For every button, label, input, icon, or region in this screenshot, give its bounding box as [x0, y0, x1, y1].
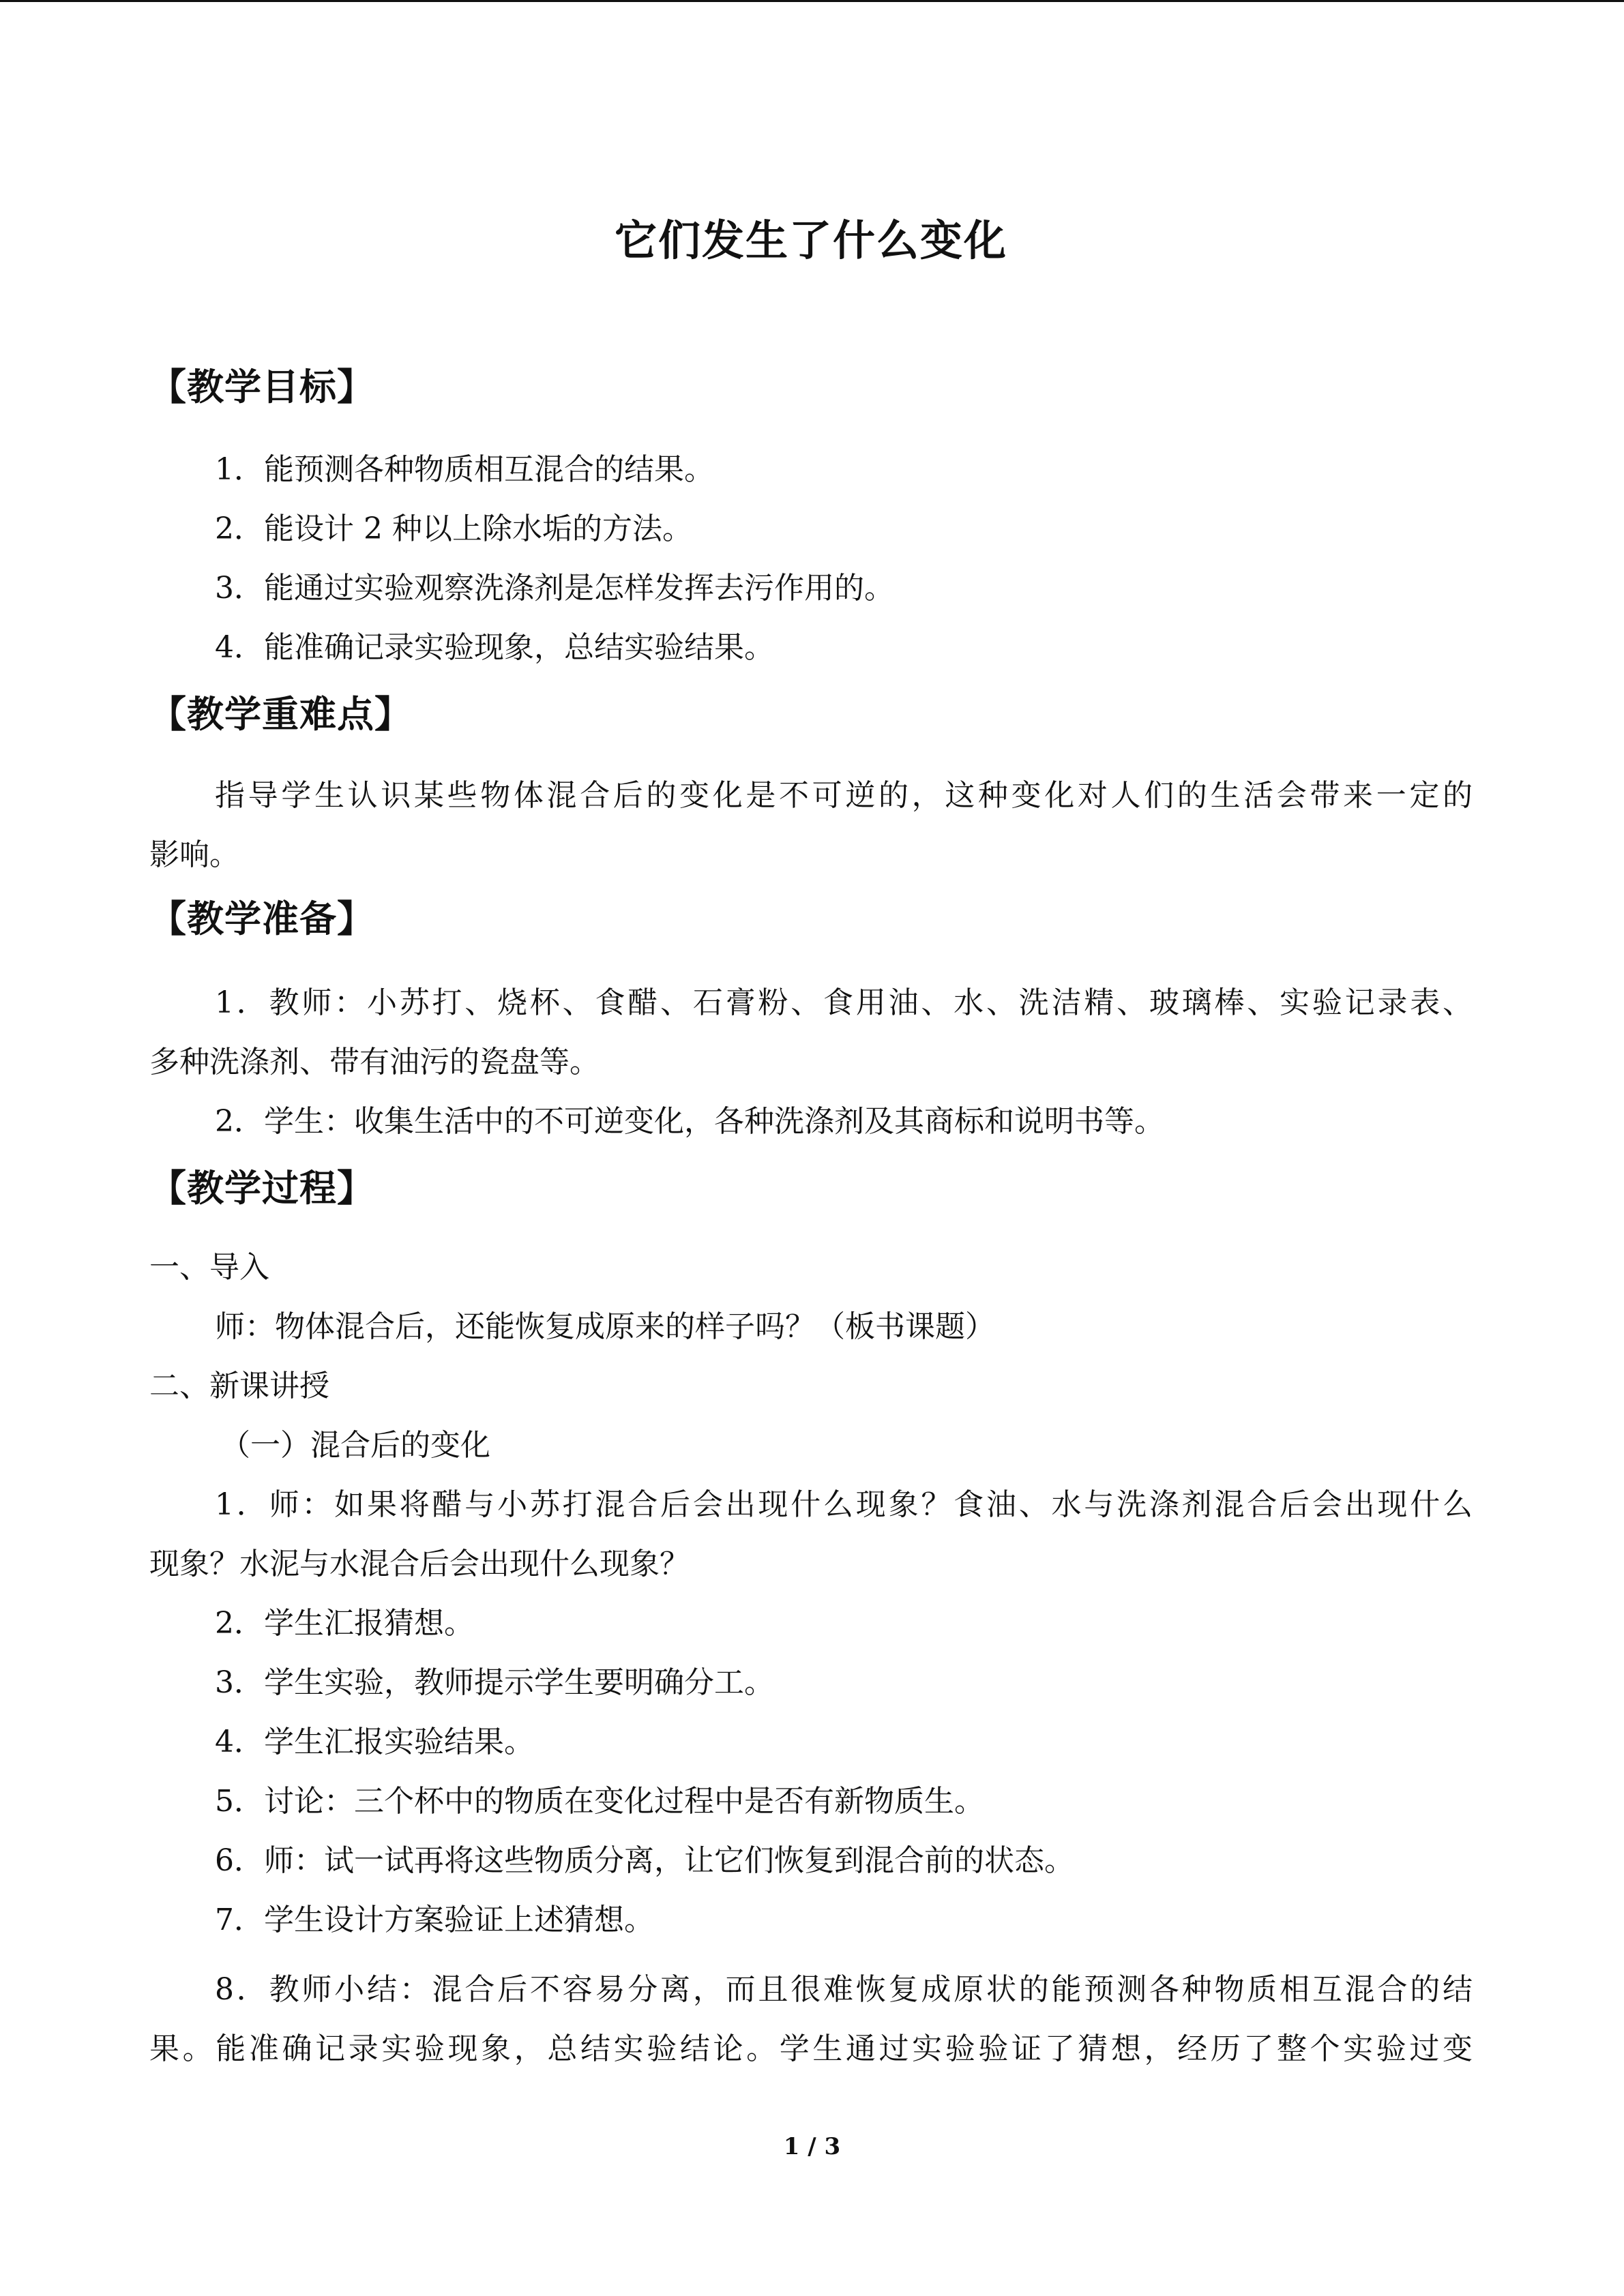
process-section-intro: 一、导入 — [149, 1250, 269, 1285]
objective-item-1: 1．能预测各种物质相互混合的结果。 — [215, 452, 714, 487]
objectives-heading: 【教学目标】 — [149, 365, 374, 408]
preparation-line-3: 2．学生：收集生活中的不可逆变化，各种洗涤剂及其商标和说明书等。 — [215, 1104, 1164, 1139]
objective-item-2: 2．能设计 2 种以上除水垢的方法。 — [215, 511, 692, 546]
process-line: 1．师：如果将醋与小苏打混合后会出现什么现象？食油、水与洗涤剂混合后会出现什么 — [215, 1487, 1473, 1522]
process-subsection: （一）混合后的变化 — [220, 1428, 490, 1463]
key-points-line-1: 指导学生认识某些物体混合后的变化是不可逆的，这种变化对人们的生活会带来一定的 — [215, 778, 1473, 813]
key-points-heading: 【教学重难点】 — [149, 692, 412, 736]
objective-item-3: 3．能通过实验观察洗涤剂是怎样发挥去污作用的。 — [215, 571, 894, 606]
page-number: 1 / 3 — [783, 2133, 841, 2160]
process-line: 果。能准确记录实验现象，总结实验结论。学生通过实验验证了猜想，经历了整个实验过变 — [149, 2031, 1473, 2066]
objective-item-4: 4．能准确记录实验现象，总结实验结果。 — [215, 630, 774, 665]
process-line: 4．学生汇报实验结果。 — [215, 1725, 534, 1759]
preparation-line-1: 1．教师：小苏打、烧杯、食醋、石膏粉、食用油、水、洗洁精、玻璃棒、实验记录表、 — [215, 985, 1473, 1020]
process-line: 现象？水泥与水混合后会出现什么现象？ — [149, 1547, 690, 1581]
process-heading: 【教学过程】 — [149, 1166, 374, 1210]
preparation-heading: 【教学准备】 — [149, 897, 374, 940]
process-section-new-lesson: 二、新课讲授 — [149, 1369, 329, 1403]
process-line: 7．学生设计方案验证上述猜想。 — [215, 1903, 654, 1937]
document-title: 它们发生了什么变化 — [614, 215, 1007, 265]
process-line: 2．学生汇报猜想。 — [215, 1606, 474, 1641]
process-line: 师：物体混合后，还能恢复成原来的样子吗？（板书课题） — [215, 1309, 995, 1344]
process-line: 3．学生实验，教师提示学生要明确分工。 — [215, 1665, 774, 1700]
top-border-rule — [0, 0, 1624, 2]
key-points-line-2: 影响。 — [149, 837, 239, 872]
process-line: 6．师：试一试再将这些物质分离，让它们恢复到混合前的状态。 — [215, 1843, 1074, 1878]
preparation-line-2: 多种洗涤剂、带有油污的瓷盘等。 — [149, 1045, 600, 1079]
process-line: 8．教师小结：混合后不容易分离，而且很难恢复成原状的能预测各种物质相互混合的结 — [215, 1972, 1473, 2007]
process-line: 5．讨论：三个杯中的物质在变化过程中是否有新物质生。 — [215, 1784, 984, 1819]
